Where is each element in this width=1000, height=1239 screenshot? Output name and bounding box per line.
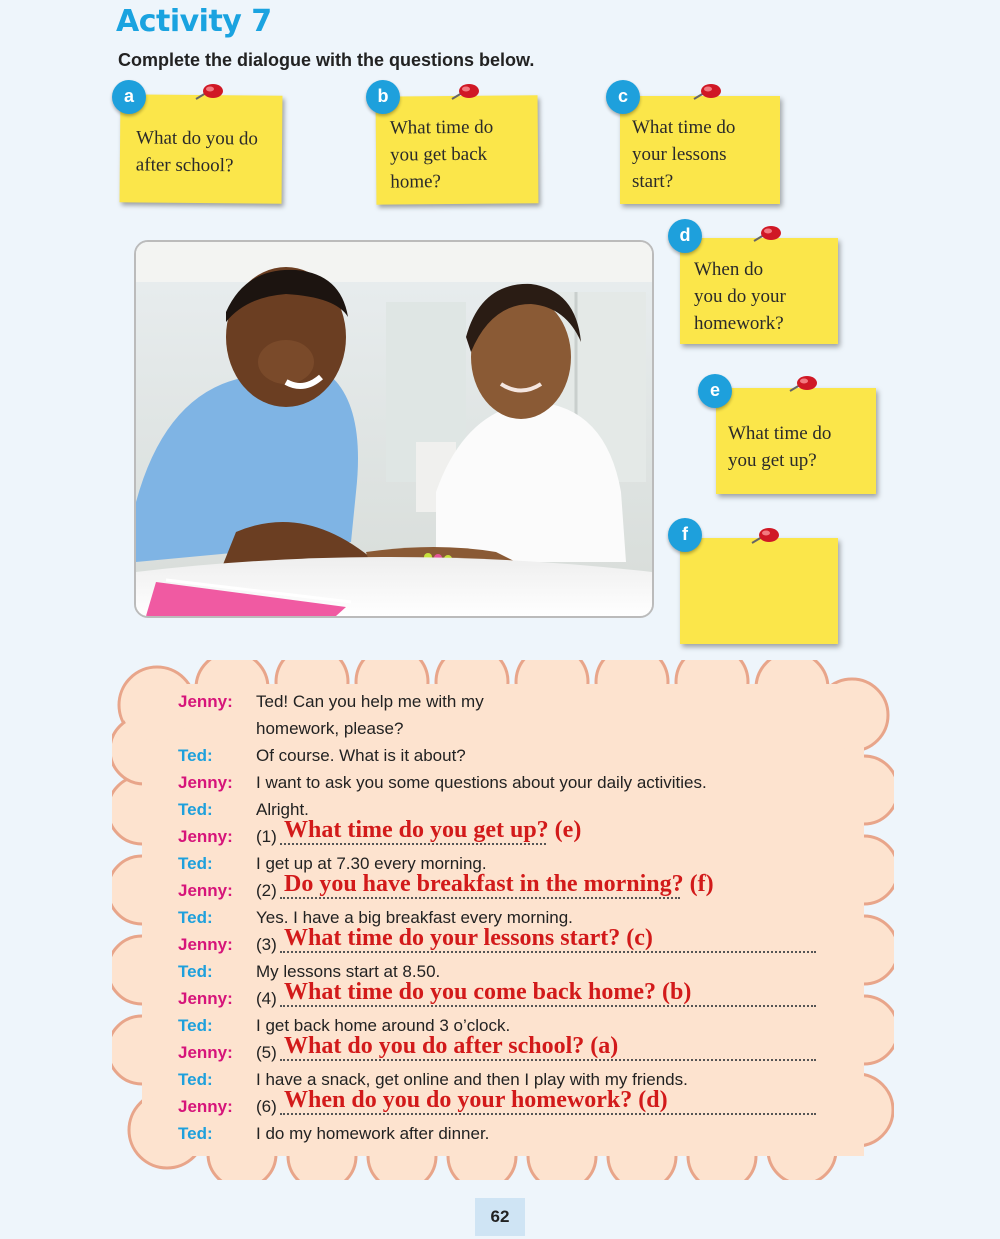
- speaker-label: Jenny:: [178, 773, 233, 792]
- sticky-note-d: [680, 238, 838, 344]
- line-text: Yes. I have a big breakfast every morning.: [256, 908, 573, 927]
- pushpin-icon: [748, 526, 782, 546]
- blank-number: (3): [256, 935, 277, 954]
- note-badge-a: a: [112, 80, 146, 114]
- instruction-text: Complete the dialogue with the questions below.: [118, 50, 535, 70]
- speaker-label: Jenny:: [178, 989, 233, 1008]
- pushpin-icon: [786, 374, 820, 394]
- note-line: you get back: [389, 143, 488, 166]
- note-line: homework?: [694, 313, 784, 334]
- note-line: What time do: [728, 423, 832, 444]
- handwritten-answer: What time do you get up? (e): [284, 817, 582, 843]
- speaker-label: Jenny:: [178, 881, 233, 900]
- speaker-label: Ted:: [178, 746, 213, 765]
- line-text: homework, please?: [256, 719, 404, 738]
- note-line: your lessons: [632, 144, 727, 165]
- line-text: Alright.: [256, 800, 309, 819]
- handwritten-answer: What time do your lessons start? (c): [284, 925, 653, 951]
- note-line: you do your: [694, 286, 786, 307]
- speaker-label: Jenny:: [178, 1043, 233, 1062]
- note-badge-f: f: [668, 518, 702, 552]
- note-line: start?: [632, 171, 674, 192]
- speaker-label: Jenny:: [178, 692, 233, 711]
- line-text: I do my homework after dinner.: [256, 1124, 490, 1143]
- photo-children-studying: [134, 240, 654, 618]
- sticky-note-b: [376, 95, 539, 204]
- note-badge-e: e: [698, 374, 732, 408]
- handwritten-answer: What do you do after school? (a): [284, 1033, 619, 1059]
- line-text: I want to ask you some questions about your daily activities.: [256, 773, 707, 792]
- note-line: When do: [694, 259, 764, 280]
- pushpin-icon: [690, 82, 724, 102]
- line-text: Ted! Can you help me with my: [256, 692, 484, 711]
- line-text: Of course. What is it about?: [256, 746, 466, 765]
- speaker-label: Ted:: [178, 962, 213, 981]
- note-line: What do you do: [136, 127, 259, 150]
- speaker-label: Jenny:: [178, 935, 233, 954]
- pushpin-icon: [750, 224, 784, 244]
- blank-number: (1): [256, 827, 277, 846]
- page-number: 62: [475, 1198, 525, 1236]
- note-line: What time do: [632, 117, 736, 138]
- handwritten-answer: When do you do your homework? (d): [284, 1087, 668, 1113]
- blank-number: (6): [256, 1097, 277, 1116]
- pushpin-icon: [192, 82, 226, 102]
- pushpin-icon: [448, 82, 482, 102]
- note-badge-b: b: [366, 80, 400, 114]
- handwritten-answer: What time do you come back home? (b): [284, 979, 692, 1005]
- sticky-note-e: [716, 388, 876, 494]
- blank-number: (2): [256, 881, 277, 900]
- note-line: home?: [390, 171, 442, 193]
- activity-title: Activity 7: [116, 4, 272, 39]
- note-line: What time do: [389, 116, 494, 139]
- line-text: I have a snack, get online and then I play with my friends.: [256, 1070, 688, 1089]
- line-text: My lessons start at 8.50.: [256, 962, 441, 981]
- speaker-label: Ted:: [178, 1124, 213, 1143]
- speaker-label: Jenny:: [178, 1097, 233, 1116]
- speaker-label: Ted:: [178, 908, 213, 927]
- sticky-note-a: [120, 94, 283, 203]
- speaker-label: Ted:: [178, 1016, 213, 1035]
- note-line: you get up?: [728, 450, 817, 471]
- speaker-label: Ted:: [178, 854, 213, 873]
- speaker-label: Ted:: [178, 800, 213, 819]
- line-text: I get up at 7.30 every morning.: [256, 854, 487, 873]
- note-badge-c: c: [606, 80, 640, 114]
- speaker-label: Jenny:: [178, 827, 233, 846]
- handwritten-answer: Do you have breakfast in the morning? (f): [284, 871, 714, 897]
- note-badge-d: d: [668, 219, 702, 253]
- speaker-label: Ted:: [178, 1070, 213, 1089]
- blank-number: (4): [256, 989, 277, 1008]
- sticky-note-c: [620, 96, 780, 204]
- note-line: after school?: [135, 154, 234, 177]
- line-text: I get back home around 3 o’clock.: [256, 1016, 511, 1035]
- blank-number: (5): [256, 1043, 277, 1062]
- sticky-note-f: [680, 538, 838, 644]
